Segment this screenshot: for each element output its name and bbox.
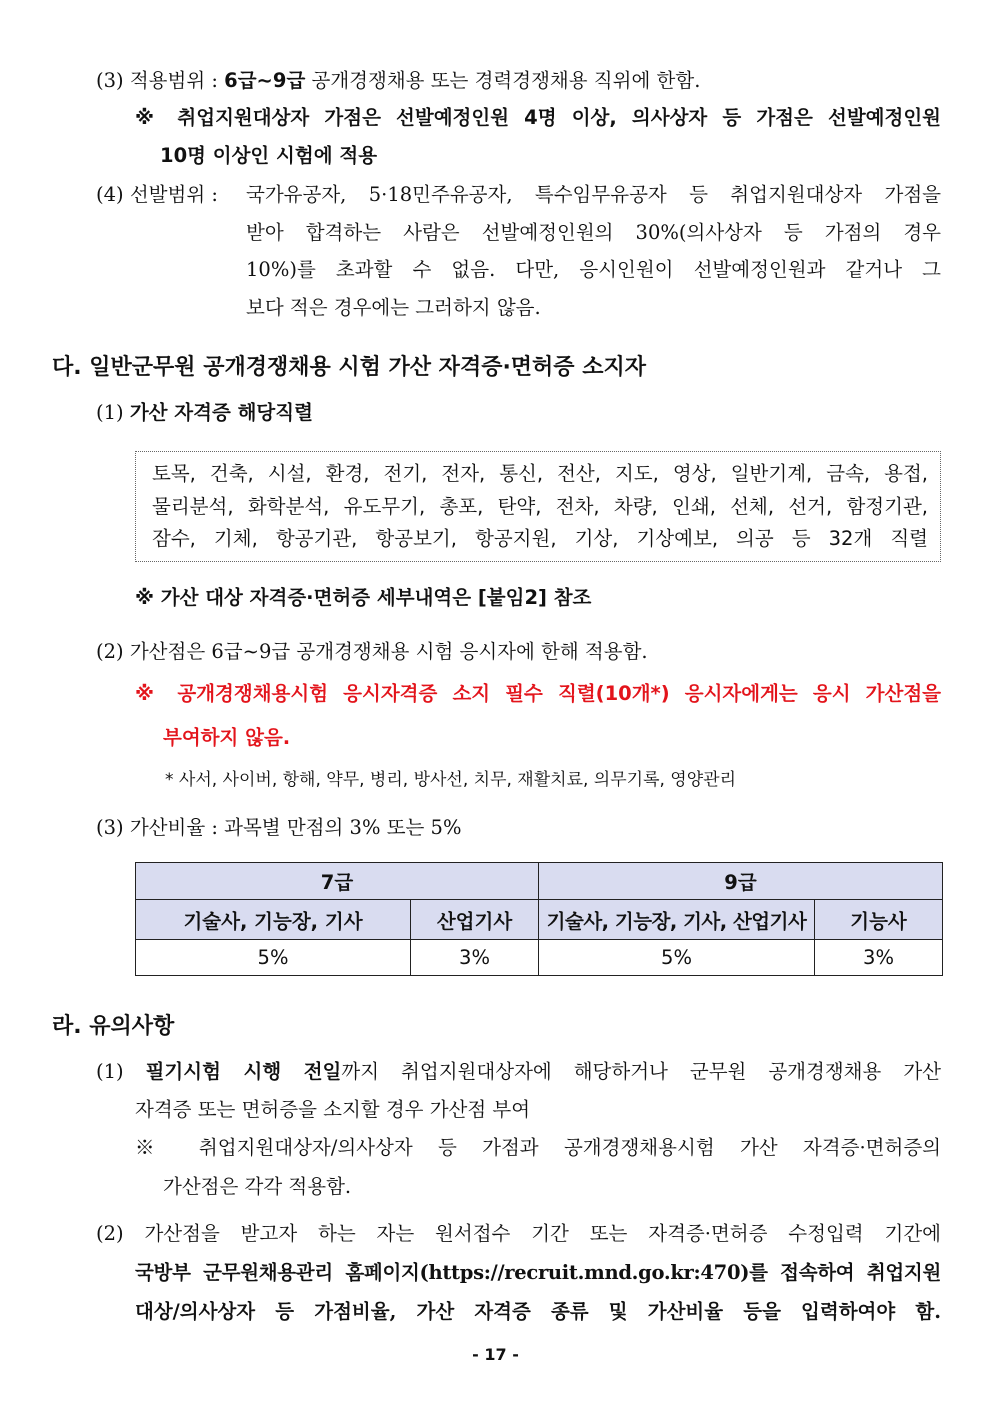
scope-grade: 6급∼9급 [224, 69, 306, 92]
section-ra-item1-num: (1) [96, 1060, 146, 1083]
job-series-line2: 물리분석, 화학분석, 유도무기, 총포, 탄약, 전차, 차량, 인쇄, 선체, 선거, 함정기관, [152, 495, 928, 518]
table-header-cell: 기술사, 기능장, 기사, 산업기사 [539, 900, 815, 940]
exemption-note-line1: ※ 공개경쟁채용시험 응시자격증 소지 필수 직렬(10개*) 응시자에게는 응시 가산점을 [135, 682, 941, 705]
selection-line1: 국가유공자, 5·18민주유공자, 특수임무유공자 등 취업지원대상자 가점을 [246, 183, 941, 206]
scope-line [96, 67, 700, 95]
section-ra-title: 라. 유의사항 [52, 1014, 175, 1039]
section-ra-item1-rest: 까지 취업지원대상자에 해당하거나 군무원 공개경쟁채용 가산 [341, 1060, 941, 1083]
grade9-header: 9급 [539, 863, 943, 900]
section-da-item2: (2) 가산점은 6급∼9급 공개경쟁채용 시험 응시자에 한해 적용함. [96, 640, 648, 663]
job-series-line1: 토목, 건축, 시설, 환경, 전기, 전자, 통신, 전산, 지도, 영상, 일반기계, 금속, 용접, [152, 462, 928, 485]
exempt-series-footnote: * 사서, 사이버, 항해, 약무, 병리, 방사선, 치무, 재활치료, 의무기록, 영양관리 [165, 770, 736, 790]
scope-rest: 공개경쟁채용 또는 경력경쟁채용 직위에 한함. [305, 69, 701, 92]
table-header-cell: 산업기사 [411, 900, 539, 940]
section-da-item1-title: 가산 자격증 해당직렬 [129, 401, 313, 424]
selection-label: (4) 선발범위 : [96, 183, 218, 206]
table-header-cell: 기능사 [815, 900, 943, 940]
section-ra-item1-line1 [96, 1058, 941, 1086]
table-cell: 5% [539, 940, 815, 976]
table-header-row [136, 900, 943, 940]
grade7-header: 7급 [136, 863, 539, 900]
scope-label: (3) 적용범위 : [96, 69, 225, 92]
selection-line2: 받아 합격하는 사람은 선발예정인원의 30%(의사상자 등 가점의 경우 [246, 221, 941, 244]
section-da-title: 다. 일반군무원 공개경쟁채용 시험 가산 자격증·면허증 소지자 [52, 355, 646, 380]
table-cell: 3% [815, 940, 943, 976]
table-cell: 5% [136, 940, 411, 976]
section-ra-item1-bold: 필기시험 시행 전일 [145, 1060, 342, 1083]
attachment-note: ※ 가산 대상 자격증·면허증 세부내역은 [붙임2] 참조 [135, 586, 592, 609]
section-da-item3: (3) 가산비율 : 과목별 만점의 3% 또는 5% [96, 816, 462, 839]
section-ra-item2-line3: 대상/의사상자 등 가점비율, 가산 자격증 종류 및 가산비율 등을 입력하여야 함. [135, 1300, 941, 1323]
table-grade-row [136, 863, 943, 900]
job-series-box [135, 451, 941, 562]
exemption-note-line2: 부여하지 않음. [163, 726, 291, 749]
scope-note-line1: ※ 취업지원대상자 가점은 선발예정인원 4명 이상, 의사상자 등 가점은 선발예정인원 [135, 106, 941, 129]
selection-line3: 10%)를 초과할 수 없음. 다만, 응시인원이 선발예정인원과 같거나 그 [246, 258, 941, 281]
bonus-rate-table [135, 862, 943, 976]
section-ra-item2-line2: 국방부 군무원채용관리 홈페이지(https://recruit.mnd.go.kr:470)를 접속하여 취업지원 [135, 1261, 941, 1284]
job-series-line3: 잠수, 기체, 항공기관, 항공보기, 항공지원, 기상, 기상예보, 의공 등 32개 직렬 [152, 527, 928, 550]
table-header-cell: 기술사, 기능장, 기사 [136, 900, 411, 940]
section-ra-item1-line2: 자격증 또는 면허증을 소지할 경우 가산점 부여 [135, 1098, 531, 1121]
table-cell: 3% [411, 940, 539, 976]
section-da-item1 [96, 399, 313, 427]
selection-line4: 보다 적은 경우에는 그러하지 않음. [246, 296, 541, 319]
section-ra-note-line1: ※ 취업지원대상자/의사상자 등 가점과 공개경쟁채용시험 가산 자격증·면허증의 [135, 1136, 941, 1159]
scope-note-line2: 10명 이상인 시험에 적용 [160, 144, 378, 167]
section-ra-item2-line1: (2) 가산점을 받고자 하는 자는 원서접수 기간 또는 자격증·면허증 수정입력 기간에 [96, 1222, 941, 1245]
section-da-item1-num: (1) [96, 401, 124, 424]
page-number: - 17 - [472, 1345, 519, 1364]
section-ra-note-line2: 가산점은 각각 적용함. [163, 1175, 352, 1198]
table-row [136, 940, 943, 976]
